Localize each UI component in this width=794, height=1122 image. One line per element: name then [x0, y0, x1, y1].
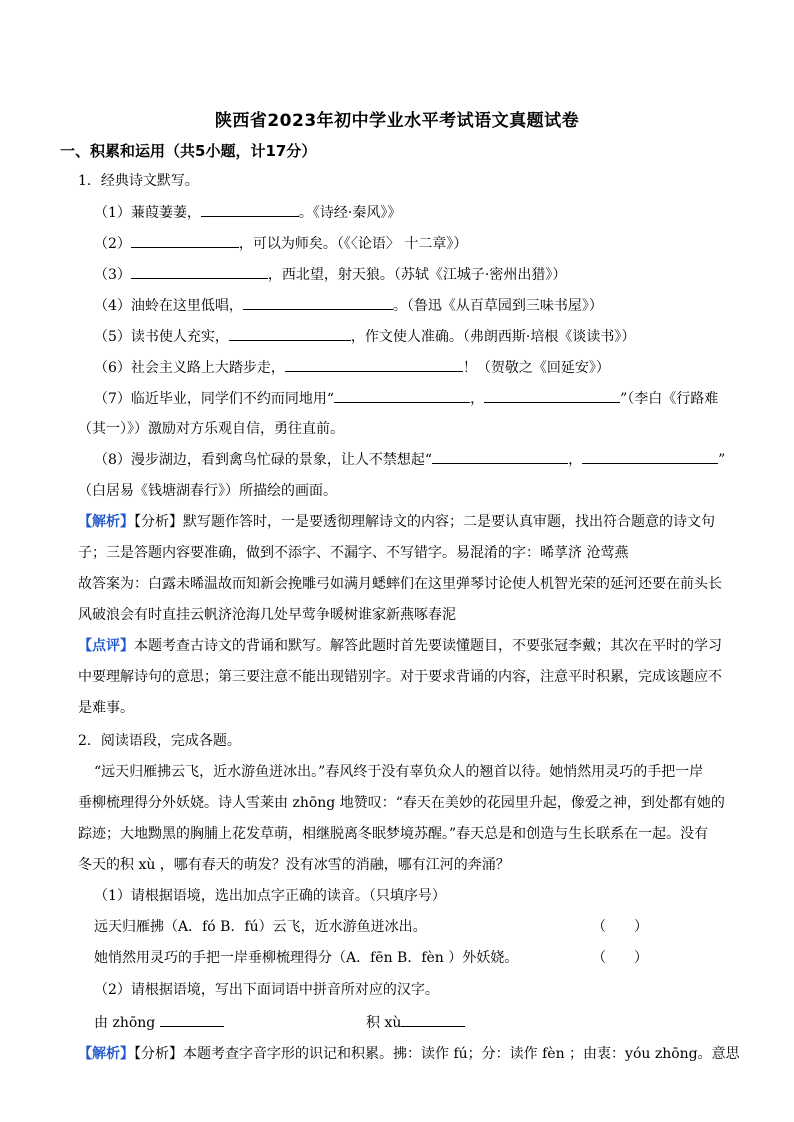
q1-item-2: （2） ，可以为师矣。（《〈论语〉 十二章》） [94, 233, 467, 253]
page-title: 陕西省2023年初中学业水平考试语文真题试卷 [214, 111, 580, 131]
q2-passage-line: 踪迹；大地黝黑的胸脯上花发草萌，相继脱离冬眠梦境苏醒。”春天总是和创造与生长联系在一起。没有 [78, 826, 709, 842]
q2-passage-line: 垂柳梳理得分外妖娆。诗人雪莱由 zhōng 地赞叹：“春天在美妙的花园里升起，像爱之神，到处都有她的 [78, 795, 725, 811]
q1-item-8-cont: （白居易《钱塘湖春行》）所描绘的画面。 [78, 483, 337, 499]
q1-comment-cont: 中要理解诗句的意思；第三要注意不能出现错别字。对于要求背诵的内容，注意平时积累，完成该题应不 [78, 669, 722, 685]
answer-blank[interactable] [401, 1012, 465, 1027]
q1-item-7: （7）临近毕业，同学们不约而同地用“ ， ”（李白《行路难 [94, 388, 718, 408]
q1-item-4: （4）油蛉在这里低唱， 。（鲁迅《从百草园到三味书屋》） [94, 295, 603, 315]
q1-item-5: （5）读书使人充实， ，作文使人准确。（弗朗西斯·培根《谈读书》） [94, 326, 635, 346]
analysis-tag: 【解析】 [78, 514, 134, 530]
answer-paren[interactable]: （ ） [592, 950, 648, 966]
q2-sub1-b: 她悄然用灵巧的手把一岸垂柳梳理得分（A．fēn B．fèn ）外妖娆。 [94, 950, 519, 966]
q2-sub2-b: 积 xù [366, 1012, 465, 1032]
answer-blank[interactable] [334, 388, 470, 403]
answer-blank[interactable] [432, 449, 568, 464]
q1-item-3: （3） ，西北望，射天狼。（苏轼《江城子·密州出猎》） [94, 264, 566, 284]
q2-sub2: （2）请根据语境，写出下面词语中拼音所对应的汉字。 [94, 982, 439, 998]
answer-blank[interactable] [131, 264, 268, 279]
question-1-stem: 1．经典诗文默写。 [78, 173, 199, 189]
q2-sub2-a: 由 zhōng [94, 1012, 224, 1032]
answer-blank[interactable] [201, 202, 299, 217]
q1-item-6: （6）社会主义路上大踏步走， ！（贺敬之《回延安》） [94, 357, 610, 377]
q1-answer-cont: 风破浪会有时直挂云帆济沧海几处早莺争暖树谁家新燕啄春泥 [78, 607, 456, 623]
q2-sub1-a: 远天归雁拂（A．fó B．fú）云飞，近水游鱼迸冰出。 [94, 919, 427, 935]
q1-item-7-cont: （其一）》）激励对方乐观自信，勇往直前。 [78, 421, 344, 437]
answer-blank[interactable] [131, 233, 239, 248]
answer-paren[interactable]: （ ） [592, 919, 648, 935]
q2-passage-line: “远天归雁拂云飞，近水游鱼迸冰出。”春风终于没有辜负众人的翘首以待。她悄然用灵巧的手把一岸 [94, 764, 704, 780]
answer-blank[interactable] [229, 326, 351, 341]
q2-sub1: （1）请根据语境，选出加点字正确的读音。（只填序号） [94, 888, 446, 904]
answer-blank[interactable] [160, 1012, 224, 1027]
q1-analysis-cont: 子；三是答题内容要准确，做到不添字、不漏字、不写错字。易混淆的字：晞莩济 沧莺燕 [78, 545, 629, 561]
answer-blank[interactable] [484, 388, 620, 403]
answer-blank[interactable] [582, 449, 718, 464]
q1-analysis: 【解析】【分析】默写题作答时，一是要透彻理解诗文的内容；二是要认真审题，找出符合题意的诗文句 [78, 514, 715, 530]
q1-comment-cont: 是难事。 [78, 700, 134, 716]
q1-answer: 故答案为：白露未晞温故而知新会挽雕弓如满月蟋蟀们在这里弹琴讨论使人机智光荣的延河还要在前头长 [78, 576, 722, 592]
q1-item-8: （8）漫步湖边，看到禽鸟忙碌的景象，让人不禁想起“ ， ” [94, 449, 725, 469]
comment-tag: 【点评】 [78, 638, 134, 654]
answer-blank[interactable] [243, 295, 393, 310]
question-2-stem: 2．阅读语段，完成各题。 [78, 733, 241, 749]
answer-blank[interactable] [285, 357, 463, 372]
q2-passage-line: 冬天的积 xù ，哪有春天的萌发？没有冰雪的消融，哪有江河的奔涌？ [78, 857, 510, 873]
q1-item-1: （1）蒹葭萋萋， 。《诗经·秦风》》 [94, 202, 401, 222]
q2-analysis: 【解析】【分析】本题考查字音字形的识记和积累。拂：读作 fú；分：读作 fèn ；由衷：yóu zhōng。意思 [78, 1046, 740, 1062]
q1-comment: 【点评】本题考查古诗文的背诵和默写。解答此题时首先要读懂题目，不要张冠李戴；其次在平时的学习 [78, 638, 722, 654]
analysis-tag: 【解析】 [78, 1046, 134, 1062]
section-heading: 一、积累和运用（共5小题，计17分） [60, 142, 317, 160]
